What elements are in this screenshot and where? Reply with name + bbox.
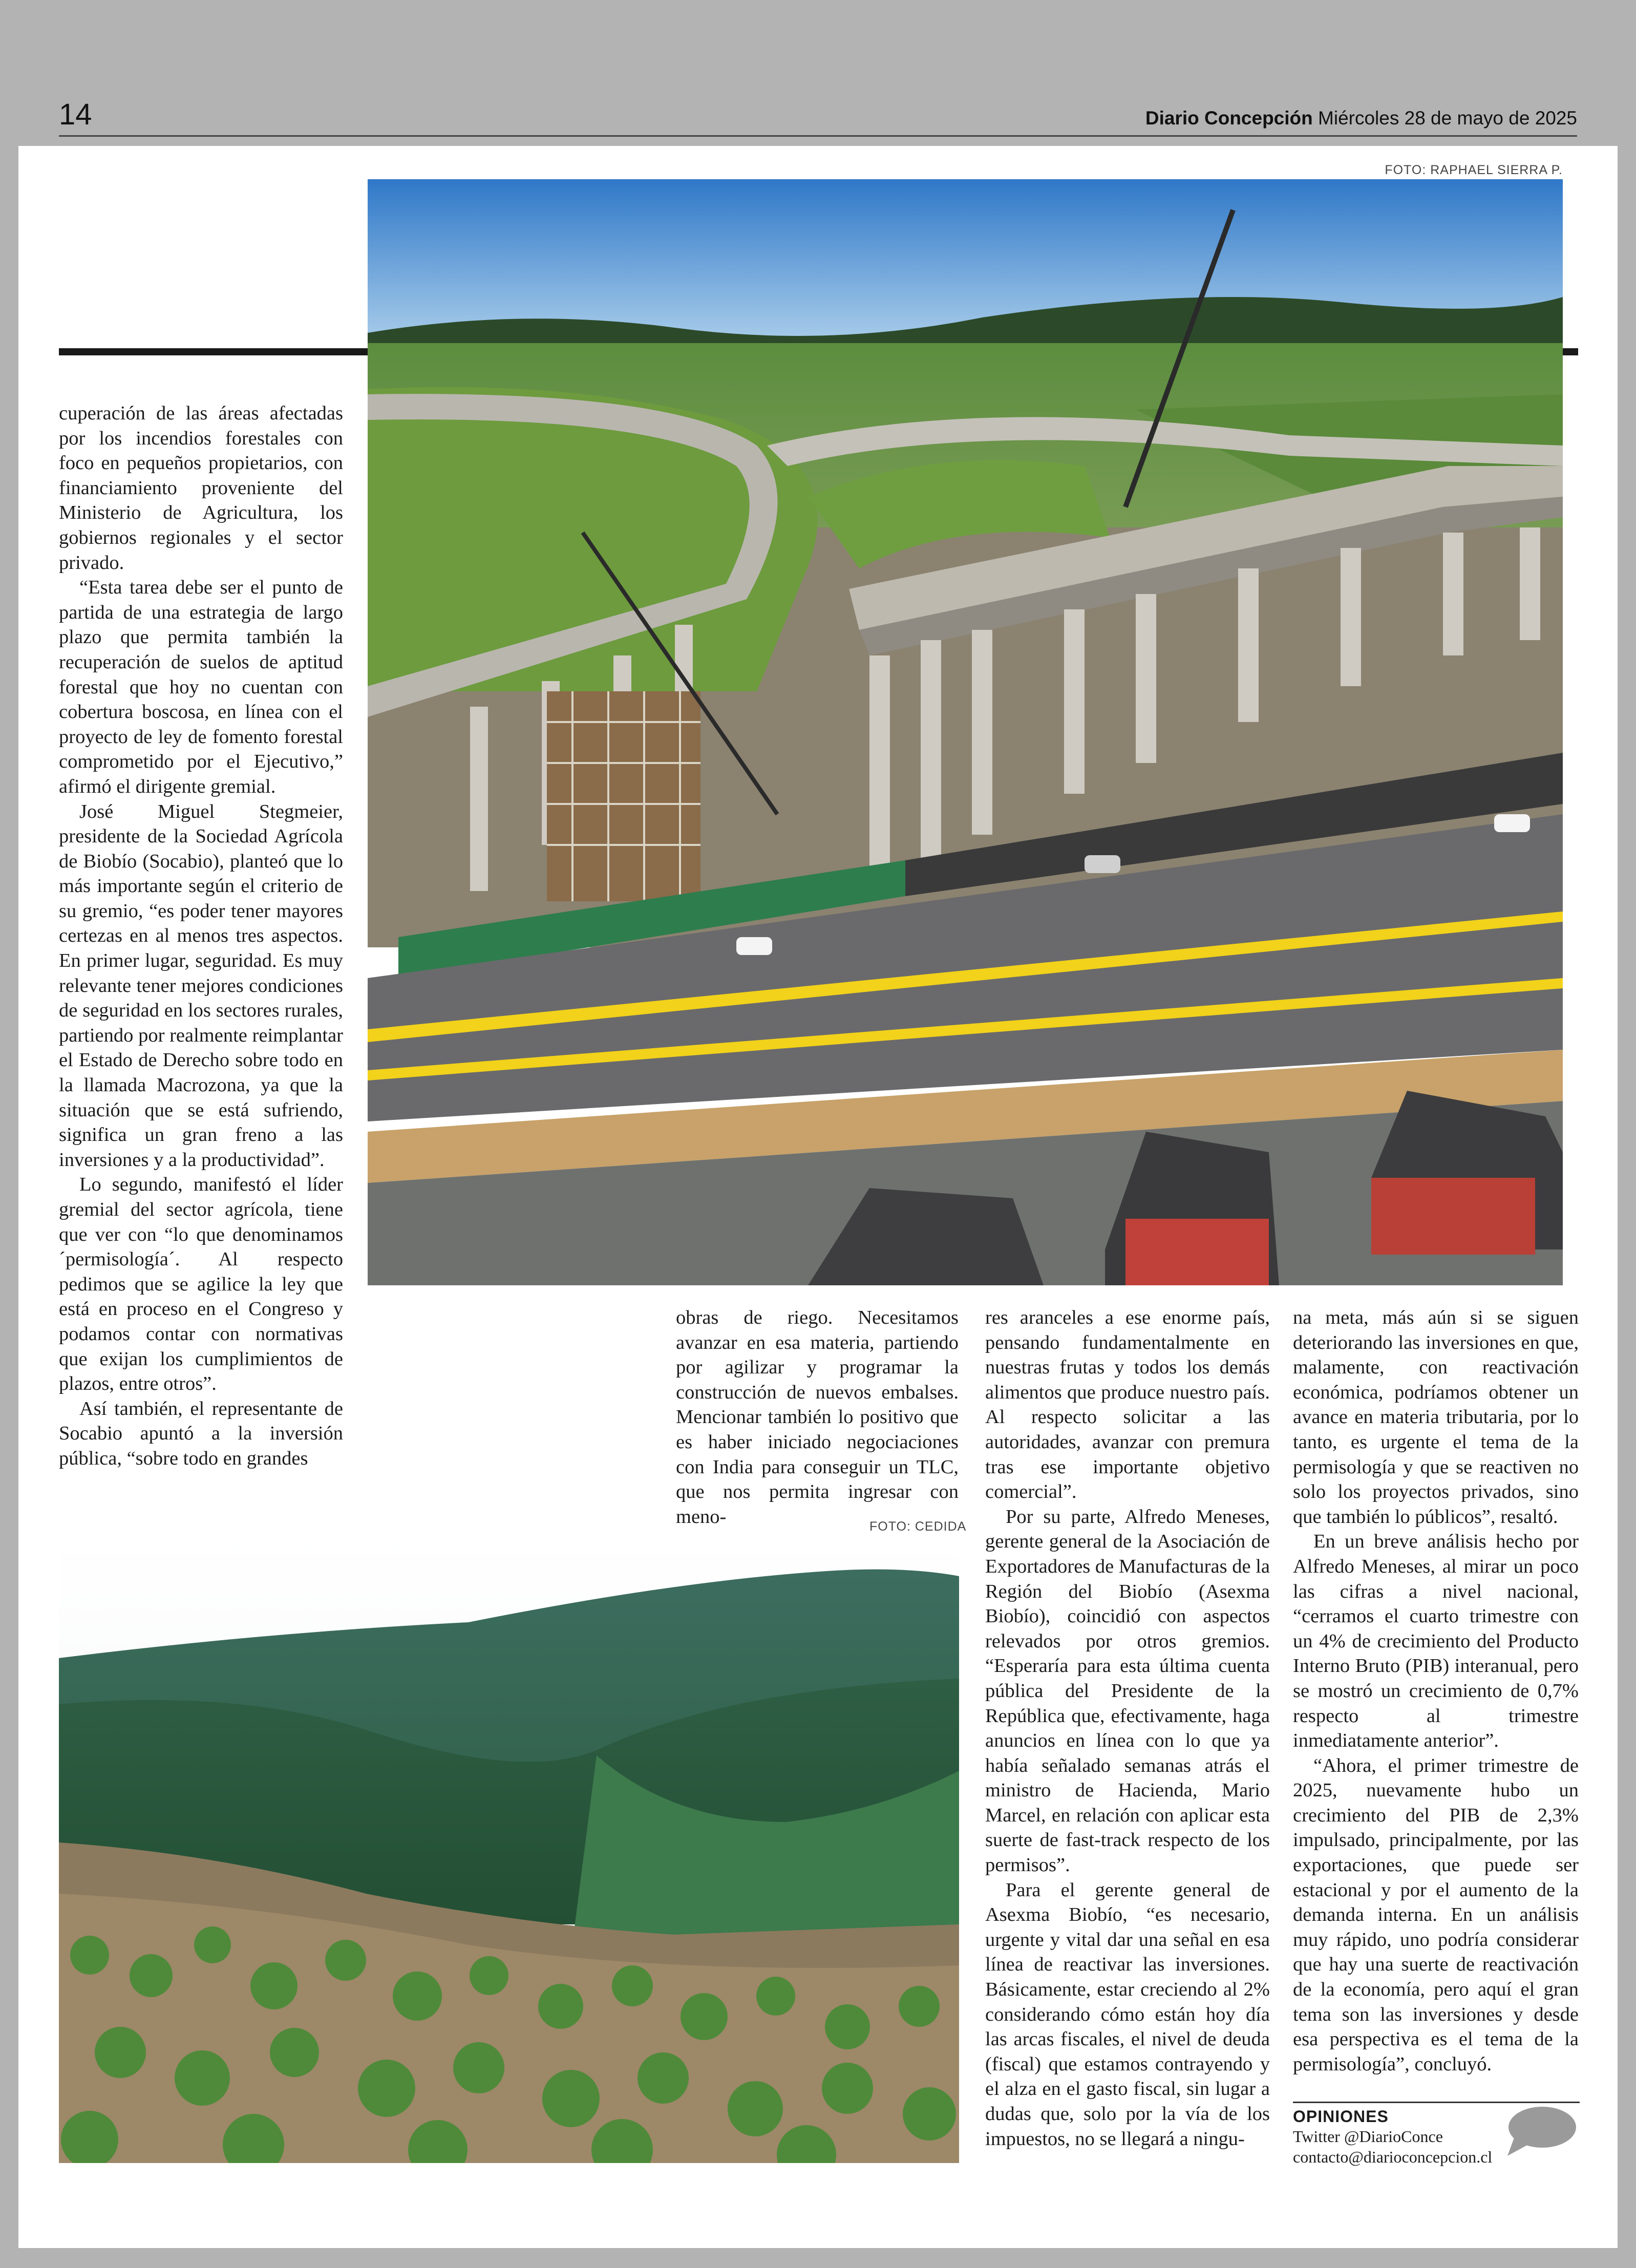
speech-bubble-icon (1505, 2106, 1577, 2157)
section-rule-right (1562, 348, 1578, 355)
masthead (1145, 108, 1577, 129)
highway-interchange-image (368, 179, 1563, 1285)
bottom-photo-credit: FOTO: CEDIDA (869, 1519, 967, 1534)
paragraph: “Esta tarea debe ser el punto de partida de una estrategia de largo plazo que permita también la recuperación de suelos de aptitud forestal que hoy no cuentan con cobertura boscosa, en línea con el proyecto de ley de fomento forestal comprometido por el Ejecutivo,” afirmó el dirigente gremial. (59, 577, 343, 797)
paragraph: res aranceles a ese enorme país, pensando fundamentalmente en nuestras frutas y todos los demás alimentos que produce nuestro país. Al respecto solicitar a las autoridades, avanzar con premura tras ese importante objetivo comercial”. (985, 1307, 1270, 1503)
opinions-title: OPINIONES (1293, 2107, 1389, 2126)
top-photo-credit: FOTO: RAPHAEL SIERRA P. (1385, 163, 1563, 177)
article-column-2 (676, 1305, 959, 1529)
publication-name: Diario Concepción (1145, 108, 1313, 129)
header-rule (59, 135, 1577, 137)
publication-date: Miércoles 28 de mayo de 2025 (1318, 108, 1577, 129)
paragraph: na meta, más aún si se siguen deteriorando las inversiones en que, malamente, con reactivación económica, podríamos obtener un avance en materia tributaria, por lo tanto, es urgente el tema de la permisología y que se reactiven no solo los proyectos privados, sino que también lo públicos”, resaltó. (1293, 1307, 1579, 1528)
paragraph: “Ahora, el primer trimestre de 2025, nuevamente hubo un crecimiento del PIB de 2,3% impulsado, principalmente, por las exportaciones, que puede ser estacional y por el aumento de la demanda interna. En un análisis muy rápido, uno podría considerar que hay una suerte de reactivación de la economía, pero aquí el gran tema son las inversiones y desde esa perspectiva es el tema de la permisología”, concluyó. (1293, 1754, 1579, 2075)
opinions-email[interactable]: contacto@diarioconcepcion.cl (1293, 2148, 1493, 2166)
article-column-1 (59, 401, 343, 1471)
paragraph: Así también, el representante de Socabio apuntó a la inversión pública, “sobre todo en grandes (59, 1397, 343, 1469)
article-column-3 (985, 1305, 1270, 2151)
page-number: 14 (59, 98, 92, 131)
opinions-twitter[interactable]: Twitter @DiarioConce (1293, 2127, 1443, 2146)
top-photo (368, 179, 1563, 1285)
paragraph: obras de riego. Necesitamos avanzar en esa materia, partiendo por agilizar y programar la construcción de nuevos embalses. Mencionar también lo positivo que es haber iniciado negociaciones con India para conseguir un TLC, que nos permita ingresar con meno- (676, 1307, 959, 1528)
paragraph: José Miguel Stegmeier, presidente de la Sociedad Agrícola de Biobío (Socabio), planteó que lo más importante según el criterio de su gremio, “es poder tener mayores certezas en al menos tres aspectos. En primer lugar, seguridad. Es muy relevante tener mejores condiciones de seguridad en los sectores rurales, partiendo por realmente reimplantar el Estado de Derecho sobre todo en la llamada Macrozona, ya que la situación que se está sufriendo, significa un gran freno a las inversiones y a la productividad”. (59, 800, 343, 1171)
paragraph: Para el gerente general de Asexma Biobío, “es necesario, urgente y vital dar una señal en esa línea de reactivar las inversiones. Básicamente, estar creciendo al 2% considerando cómo están hoy día las arcas fiscales, el nivel de deuda (fiscal) que estamos contrayendo y el alza en el gasto fiscal, sin lugar a dudas que, solo por la vía de los impuestos, no se llegará a ningu- (985, 1879, 1270, 2150)
paragraph: En un breve análisis hecho por Alfredo Meneses, al mirar un poco las cifras a nivel nacional, “cerramos el cuarto trimestre con un 4% de crecimiento del Producto Interno Bruto (PIB) interanual, pero se mostró un crecimiento de 0,7% respecto al trimestre inmediatamente anterior”. (1293, 1531, 1579, 1752)
bottom-photo (59, 1535, 959, 2163)
article-column-4 (1293, 1305, 1579, 2076)
paragraph: Lo segundo, manifestó el líder gremial del sector agrícola, tiene que ver con “lo que denominamos ´permisología´. Al respecto pedimos que se agilice la ley que está en proceso en el Congreso y podamos contar con normativas que exijan los cumplimientos de plazos, entre otros”. (59, 1174, 343, 1395)
section-rule-left (59, 348, 369, 355)
paragraph: cuperación de las áreas afectadas por los incendios forestales con foco en pequeños propietarios, con financiamiento proveniente del Ministerio de Agricultura, los gobiernos regionales y el sector privado. (59, 402, 343, 574)
forest-plantation-image (59, 1535, 959, 2163)
opinions-rule (1293, 2102, 1580, 2103)
paragraph: Por su parte, Alfredo Meneses, gerente general de la Asociación de Exportadores de Manufacturas de la Región del Biobío (Asexma Biobío), coincidió con aspectos relevados por otros gremios. “Esperaría para esta última cuenta pública del Presidente de la República que, efectivamente, haga anuncios en línea con lo que ya había señalado semanas atrás el ministro de Hacienda, Mario Marcel, en relación con aplicar esta suerte de fast-track respecto de los permisos”. (985, 1506, 1270, 1876)
